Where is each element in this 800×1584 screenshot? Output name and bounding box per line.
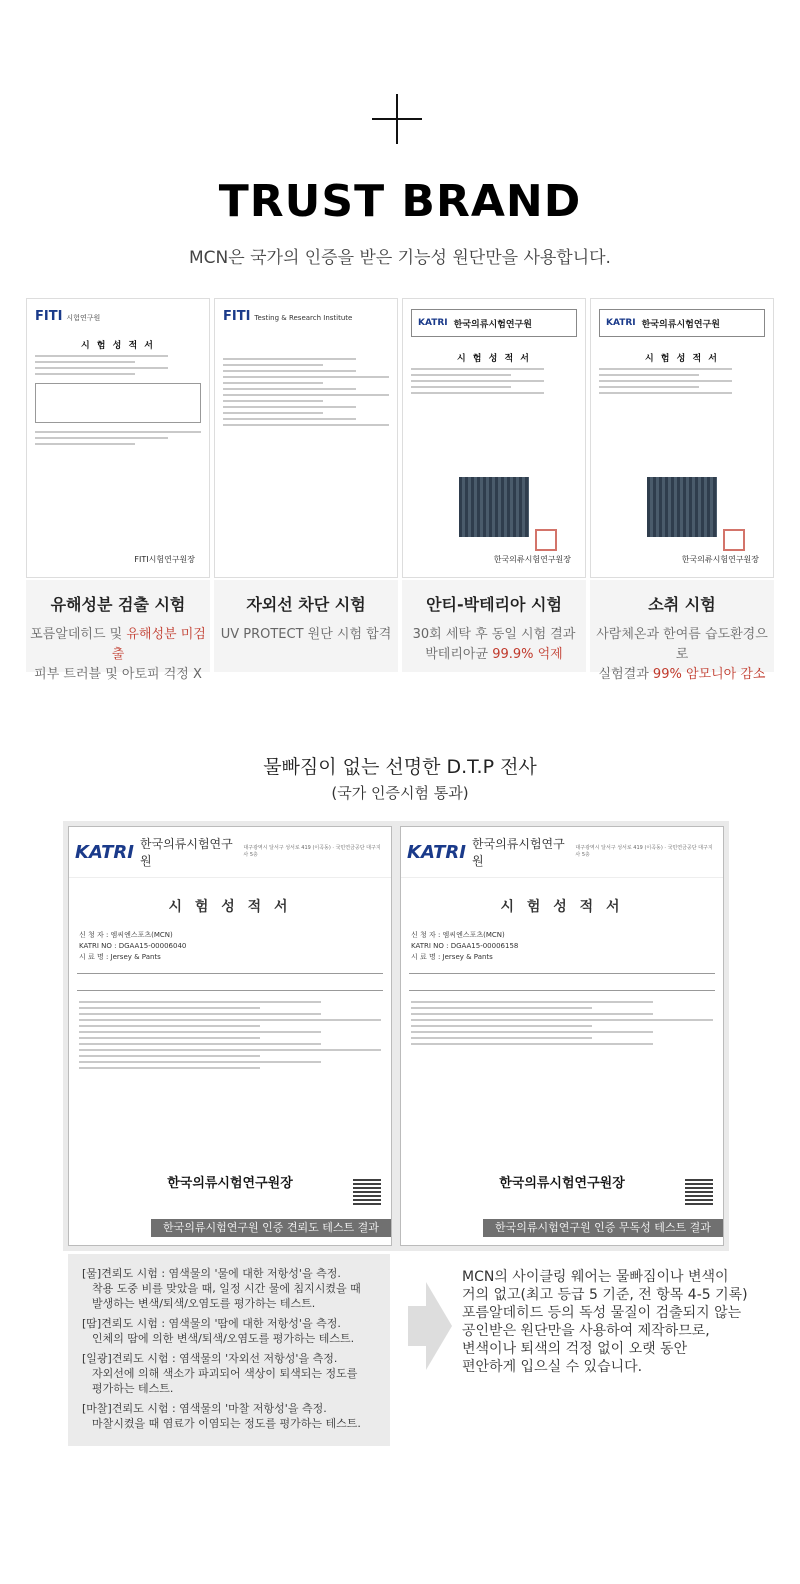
certificate-heading: 시 험 성 적 서 <box>644 354 719 364</box>
katri-certificate-colorfastness: KATRI 한국의류시험연구원 대구광역시 달서구 성서로 419 (이곡동) · 국민연금공단 대구지사 5층 시 험 성 적 서 신 청 자 : 엠씨엔스포츠(MCN) KATRI NO : DGAA15-00006040 시 료 명 : Jersey & Pants 한국의류시험연구원장 한국의류시험연구원 인증 견뢰도 테스트 결과 <box>68 826 392 1246</box>
fiti-logo: FITI 시험연구원 <box>35 309 101 324</box>
certificate-katri-antibacterial <box>402 298 586 578</box>
certificate-banner: 한국의류시험연구원 인증 무독성 테스트 결과 <box>483 1219 723 1237</box>
plus-icon <box>372 94 422 144</box>
page-subtitle: MCN은 국가의 인증을 받은 기능성 원단만을 사용합니다. <box>189 248 611 268</box>
certificate-heading: 시 험 성 적 서 <box>500 899 624 915</box>
certificate-footer: 한국의류시험연구원장 <box>493 555 571 564</box>
test-light: [일광]견뢰도 시험 : 염색물의 '자외선 저항성'을 측정. 자외선에 의해 색소가 파괴되어 색상이 퇴색되는 정도를 평가하는 테스트. <box>82 1352 358 1395</box>
certificate-banner: 한국의류시험연구원 인증 견뢰도 테스트 결과 <box>151 1219 391 1237</box>
dtp-title: 물빠짐이 없는 선명한 D.T.P 전사 <box>263 756 537 778</box>
caption-uv: 자외선 차단 시험 UV PROTECT 원단 시험 합격 <box>214 580 398 672</box>
caption-antibacterial: 안티-박테리아 시험 30회 세탁 후 동일 시험 결과 박테리아균 99.9% 억제 <box>402 580 586 672</box>
katri-logo: KATRI <box>407 841 466 863</box>
test-sweat: [땀]견뢰도 시험 : 염색물의 '땀에 대한 저항성'을 측정. 인체의 땀에 의한 변색/퇴색/오염도를 평가하는 테스트. <box>82 1317 355 1345</box>
certificate-captions <box>26 580 774 682</box>
colorfastness-test-descriptions <box>68 1254 390 1446</box>
dtp-subtitle: (국가 인증시험 통과) <box>331 784 469 802</box>
certificate-images <box>26 298 774 578</box>
certificate-fiti-harmful <box>26 298 210 578</box>
seal-stamp <box>535 529 557 551</box>
katri-header: KATRI 한국의류시험연구원 <box>411 309 577 337</box>
mcn-description: MCN의 사이클링 웨어는 물빠짐이나 변색이 거의 없고(최고 등급 5 기준, 전 항목 4-5 기록) 포름알데히드 등의 독성 물질이 검출되지 않는 공인받은 원단만을 사용하여 제작하므로, 변색이나 퇴색의 걱정 없이 오랫 동안 편안하게 입으실 수 있습니다. <box>462 1269 748 1375</box>
test-rubbing: [마찰]견뢰도 시험 : 염색물의 '마찰 저항성'을 측정. 마찰시켰을 때 염료가 이염되는 정도를 평가하는 테스트. <box>82 1402 361 1430</box>
certificate-fiti-uv <box>214 298 398 578</box>
katri-logo: KATRI <box>75 841 134 863</box>
certificate-footer: FITI시험연구원장 <box>134 555 195 564</box>
caption-deodorant: 소취 시험 사람체온과 한여름 습도환경으로 실험결과 99% 암모니아 감소 <box>590 580 774 672</box>
certificate-footer: 한국의류시험연구원장 <box>681 555 759 564</box>
fabric-sample-image <box>647 477 717 537</box>
certificate-katri-deodorant <box>590 298 774 578</box>
seal-stamp <box>723 529 745 551</box>
fiti-logo: FITI Testing & Research Institute <box>223 309 353 324</box>
certificate-heading: 시 험 성 적 서 <box>80 341 155 351</box>
katri-certificate-nontoxic: KATRI 한국의류시험연구원 대구광역시 달서구 성서로 419 (이곡동) · 국민연금공단 대구지사 5층 시 험 성 적 서 신 청 자 : 엠씨엔스포츠(MCN) KATRI NO : DGAA15-00006158 시 료 명 : Jersey & Pants 한국의류시험연구원장 한국의류시험연구원 인증 무독성 테스트 결과 <box>400 826 724 1246</box>
certificate-signature: 한국의류시험연구원장 <box>499 1176 625 1191</box>
arrow-right-icon <box>408 1282 448 1370</box>
caption-harmful: 유해성분 검출 시험 포름알데히드 및 유해성분 미검출 피부 트러블 및 아토피 걱정 X <box>26 580 210 672</box>
qr-code <box>353 1177 381 1205</box>
page-title: TRUST BRAND <box>218 176 582 227</box>
certificate-heading: 시 험 성 적 서 <box>168 899 292 915</box>
test-water: [물]견뢰도 시험 : 염색물의 '물에 대한 저항성'을 측정. 착용 도중 비를 맞았을 때, 일정 시간 물에 침지시켰을 때 발생하는 변색/퇴색/오염도를 평가하는 테스트. <box>82 1267 361 1310</box>
certificate-heading: 시 험 성 적 서 <box>456 354 531 364</box>
fabric-sample-image <box>459 477 529 537</box>
certificate-signature: 한국의류시험연구원장 <box>167 1176 293 1191</box>
qr-code <box>685 1177 713 1205</box>
katri-header: KATRI 한국의류시험연구원 <box>599 309 765 337</box>
